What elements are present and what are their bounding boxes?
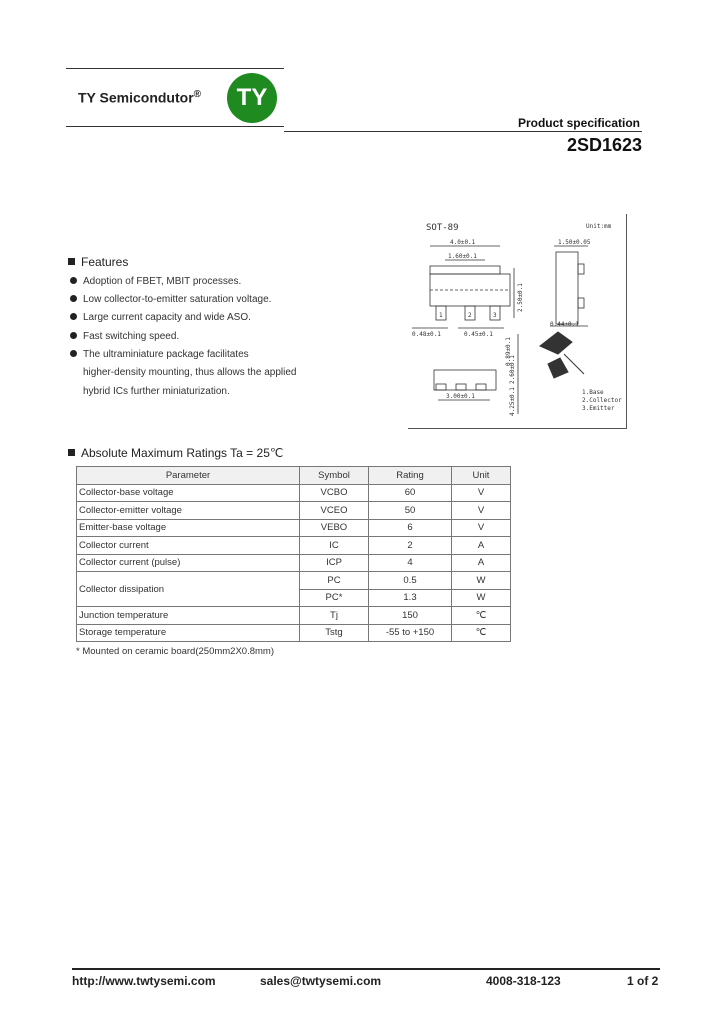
cell-symbol: PC* bbox=[300, 589, 369, 607]
table-row bbox=[77, 554, 511, 572]
cell-symbol: ICP bbox=[300, 554, 369, 572]
cell-parameter: Collector current bbox=[77, 537, 300, 555]
bullet-icon bbox=[70, 350, 77, 357]
side-body bbox=[556, 252, 578, 324]
header-rule-top bbox=[66, 68, 284, 69]
features-title: Features bbox=[81, 255, 129, 269]
cell-parameter: Emitter-base voltage bbox=[77, 519, 300, 537]
header-parameter: Parameter bbox=[77, 467, 300, 485]
dim-label: 1.50±0.05 bbox=[558, 239, 591, 246]
square-bullet-icon bbox=[68, 449, 75, 456]
side-lead bbox=[578, 264, 584, 274]
package-name: SOT-89 bbox=[426, 223, 459, 233]
header-unit: Unit bbox=[452, 467, 511, 485]
cell-symbol: Tstg bbox=[300, 624, 369, 642]
dim-label: 0.45±0.1 bbox=[464, 331, 493, 338]
cell-rating: 2 bbox=[369, 537, 452, 555]
pin-label: 1 bbox=[439, 312, 443, 319]
pin-label: 3 bbox=[493, 312, 497, 319]
bullet-icon bbox=[70, 332, 77, 339]
cell-rating: -55 to +150 bbox=[369, 624, 452, 642]
cell-rating: 1.3 bbox=[369, 589, 452, 607]
footnote: * Mounted on ceramic board(250mm2X0.8mm) bbox=[76, 646, 275, 657]
feature-continuation: hybrid ICs further miniaturization. bbox=[83, 386, 230, 397]
cell-symbol: VCBO bbox=[300, 484, 369, 502]
dim-label: 2.60±0.1 bbox=[509, 355, 516, 384]
package-drawing bbox=[408, 214, 628, 430]
feature-item: The ultraminiature package facilitates bbox=[70, 349, 249, 360]
cell-parameter: Collector current (pulse) bbox=[77, 554, 300, 572]
dim-label: 4.0±0.1 bbox=[450, 239, 476, 246]
cell-parameter: Junction temperature bbox=[77, 607, 300, 625]
feature-continuation: higher-density mounting, thus allows the applied bbox=[83, 367, 297, 378]
tab-outline bbox=[430, 266, 500, 274]
cell-parameter: Collector-emitter voltage bbox=[77, 502, 300, 520]
ratings-table bbox=[76, 466, 511, 642]
header-symbol: Symbol bbox=[300, 467, 369, 485]
cell-unit: A bbox=[452, 537, 511, 555]
pinout-symbol bbox=[540, 332, 572, 354]
footer-email[interactable]: sales@twtysemi.com bbox=[260, 974, 382, 988]
dim-label: 0.48±0.1 bbox=[412, 331, 441, 338]
footer-website[interactable]: http://www.twtysemi.com bbox=[72, 974, 216, 988]
doc-type: Product specification bbox=[517, 116, 640, 130]
cell-parameter: Collector dissipation bbox=[77, 572, 300, 607]
footer-rule bbox=[72, 968, 660, 970]
dim-label: 0.44±0.1 bbox=[550, 321, 579, 328]
company-name-text: TY Semicondutor bbox=[78, 89, 194, 106]
cell-unit: V bbox=[452, 502, 511, 520]
cell-unit: V bbox=[452, 484, 511, 502]
cell-rating: 150 bbox=[369, 607, 452, 625]
dim-label: 2.50±0.1 bbox=[517, 283, 524, 312]
cell-unit: V bbox=[452, 519, 511, 537]
pinout-symbol bbox=[548, 358, 568, 378]
table-row bbox=[77, 624, 511, 642]
cell-unit: ℃ bbox=[452, 607, 511, 625]
dim-label: 3.00±0.1 bbox=[446, 393, 475, 400]
bullet-icon bbox=[70, 277, 77, 284]
feature-item: Large current capacity and wide ASO. bbox=[70, 312, 251, 323]
pad bbox=[476, 384, 486, 390]
cell-symbol: VEBO bbox=[300, 519, 369, 537]
cell-rating: 4 bbox=[369, 554, 452, 572]
square-bullet-icon bbox=[68, 258, 75, 265]
cell-symbol: VCEO bbox=[300, 502, 369, 520]
footer-page: 1 of 2 bbox=[627, 974, 659, 988]
company-logo: TY bbox=[227, 73, 277, 123]
cell-rating: 0.5 bbox=[369, 572, 452, 590]
header-rule-mid bbox=[66, 126, 284, 127]
cell-rating: 60 bbox=[369, 484, 452, 502]
cell-symbol: IC bbox=[300, 537, 369, 555]
ratings-heading bbox=[68, 446, 283, 460]
table-row bbox=[77, 572, 511, 590]
pad bbox=[436, 384, 446, 390]
footer-phone: 4008-318-123 bbox=[486, 974, 561, 988]
cell-unit: W bbox=[452, 589, 511, 607]
dim-label: 0.89±0.1 bbox=[505, 337, 512, 366]
ratings-title: Absolute Maximum Ratings Ta = 25℃ bbox=[81, 446, 284, 460]
company-name bbox=[78, 89, 201, 106]
table-row bbox=[77, 484, 511, 502]
cell-symbol: PC bbox=[300, 572, 369, 590]
header-rating: Rating bbox=[369, 467, 452, 485]
package-unit: Unit:mm bbox=[586, 223, 612, 230]
table-row bbox=[77, 607, 511, 625]
pin-legend: 1.Base bbox=[582, 389, 604, 396]
table-row bbox=[77, 537, 511, 555]
dim-label: 4.25±0.1 bbox=[509, 387, 516, 416]
feature-item: Fast switching speed. bbox=[70, 331, 179, 342]
feature-item: Low collector-to-emitter saturation voltage. bbox=[70, 294, 271, 305]
cell-rating: 6 bbox=[369, 519, 452, 537]
cell-parameter: Storage temperature bbox=[77, 624, 300, 642]
features-heading bbox=[68, 255, 128, 269]
bottom-outline bbox=[434, 370, 496, 390]
pad bbox=[456, 384, 466, 390]
part-number: 2SD1623 bbox=[566, 135, 642, 155]
cell-unit: A bbox=[452, 554, 511, 572]
cell-parameter: Collector-base voltage bbox=[77, 484, 300, 502]
cell-rating: 50 bbox=[369, 502, 452, 520]
cell-symbol: Tj bbox=[300, 607, 369, 625]
header-rule-right bbox=[284, 131, 642, 132]
registered-mark: ® bbox=[193, 89, 202, 100]
bullet-icon bbox=[70, 313, 77, 320]
table-row bbox=[77, 519, 511, 537]
table-row bbox=[77, 502, 511, 520]
feature-item: Adoption of FBET, MBIT processes. bbox=[70, 276, 241, 287]
dim-label: 1.60±0.1 bbox=[448, 253, 477, 260]
cell-unit: W bbox=[452, 572, 511, 590]
side-lead bbox=[578, 298, 584, 308]
cell-unit: ℃ bbox=[452, 624, 511, 642]
pin-label: 2 bbox=[468, 312, 472, 319]
pin-legend: 3.Emitter bbox=[582, 405, 615, 412]
bullet-icon bbox=[70, 295, 77, 302]
pin-legend: 2.Collector bbox=[582, 397, 622, 404]
table-header-row bbox=[77, 467, 511, 485]
